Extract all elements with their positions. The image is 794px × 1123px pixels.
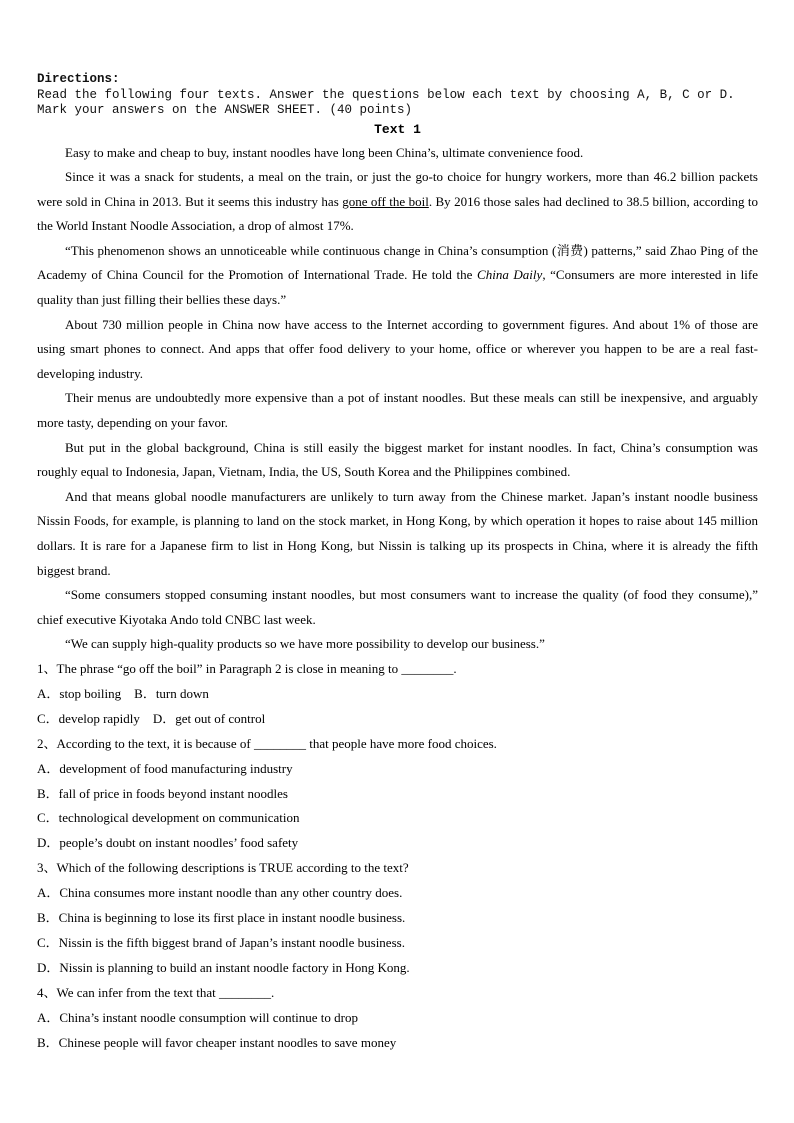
question-stem: 3、Which of the following descriptions is TRUE according to the text?: [37, 860, 409, 876]
underlined-phrase: gone off the boil: [342, 193, 429, 209]
question-option-line: D．Nissin is planning to build an instant noodle factory in Hong Kong.: [37, 959, 410, 975]
question-option-line: D．people’s doubt on instant noodles’ food safety: [37, 835, 299, 851]
question-option-line: B．fall of price in foods beyond instant noodles: [37, 785, 288, 801]
text-segment: Their menus are undoubtedly more expensive than a pot of instant noodles. But these meals can still be inexpensive, and arguably more tasty, depending on your favor.: [37, 390, 758, 431]
question-option-line: B．Chinese people will favor cheaper instant noodles to save money: [37, 1034, 397, 1050]
paragraph: [37, 313, 758, 387]
paragraph: [37, 485, 758, 583]
text-segment: And that means global noodle manufacturers are unlikely to turn away from the Chinese market. Japan’s instant noodle business Nissin Foods, for example, is planning to land on the stock market, in Hong Kong, by which operation it hopes to raise about 145 million dollars. It is rare for a Japanese firm to list in Hong Kong, but Nissin is talking up its prospects in China, where it is already the fifth biggest brand.: [37, 488, 758, 578]
question-option-line: A．stop boiling B．turn down: [37, 685, 209, 701]
question-option-line: C．Nissin is the fifth biggest brand of Japan’s instant noodle business.: [37, 934, 405, 950]
text-segment: “We can supply high-quality products so we have more possibility to develop our business.”: [65, 636, 545, 652]
question-stem: 4、We can infer from the text that ________.: [37, 984, 275, 1000]
paragraph: [37, 632, 758, 657]
text-segment: , “Consumers are more interested in life quality than just filling their bellies these days.”: [37, 267, 759, 308]
question-stem: 2、According to the text, it is because of ________ that people have more food choices.: [37, 735, 497, 751]
question-option-line: A．China consumes more instant noodle than any other country does.: [37, 885, 403, 901]
question-option-line: A．development of food manufacturing industry: [37, 760, 293, 776]
question-stem: 1、The phrase “go off the boil” in Paragraph 2 is close in meaning to ________.: [37, 660, 457, 676]
questions-section: [37, 657, 758, 1056]
question-option-line: A．China’s instant noodle consumption will continue to drop: [37, 1009, 359, 1025]
text-segment: . By 2016 those sales had declined to 38.5 billion, according to the World Instant Noodle Association, a drop of almost 17%.: [37, 193, 758, 234]
paragraph: [37, 386, 758, 435]
directions-block: [37, 72, 758, 119]
directions-text: Read the following four texts. Answer the questions below each text by choosing A, B, C or D. Mark your answers on the ANSWER SHEET. (40 points): [37, 87, 735, 117]
article-paragraphs: [37, 141, 758, 657]
text-segment: Easy to make and cheap to buy, instant noodles have long been China’s, ultimate convenience food.: [65, 144, 584, 160]
question-option-line: C．technological development on communication: [37, 810, 300, 826]
text-segment: Since it was a snack for students, a meal on the train, or just the go-to choice for hungry workers, more than 46.2 billion packets were sold in China in 2013. But it seems this industry has: [37, 169, 758, 209]
italic-publication-name: China Daily: [477, 267, 543, 283]
paragraph: [37, 141, 758, 166]
text-segment: About 730 million people in China now have access to the Internet according to government figures. And about 1% of those are using smart phones to connect. And apps that offer food delivery to your home, office or wherever you happen to be are a real fast-developing industry.: [37, 316, 758, 381]
directions-label: Directions:: [37, 72, 120, 86]
paragraph: [37, 583, 758, 632]
text-segment: “Some consumers stopped consuming instant noodles, but most consumers want to increase the quality (of food they consume),” chief executive Kiyotaka Ando told CNBC last week.: [37, 587, 758, 627]
paragraph: [37, 239, 758, 313]
question-option-line: C．develop rapidly D．get out of control: [37, 710, 266, 726]
text-title: Text 1: [374, 121, 421, 137]
question-option-line: B．China is beginning to lose its first place in instant noodle business.: [37, 910, 406, 926]
text-segment: “This phenomenon shows an unnoticeable while continuous change in China’s consumption (消费) patterns,” said Zhao Ping of the Academy of China Council for the Promotion of International Trade. He told the: [37, 242, 758, 283]
text-segment: But put in the global background, China is still easily the biggest market for instant noodles. In fact, China’s consumption was roughly equal to Indonesia, Japan, Vietnam, India, the US, South Korea and the Philippines combined.: [37, 439, 758, 480]
paragraph: [37, 165, 758, 239]
paragraph: [37, 436, 758, 485]
